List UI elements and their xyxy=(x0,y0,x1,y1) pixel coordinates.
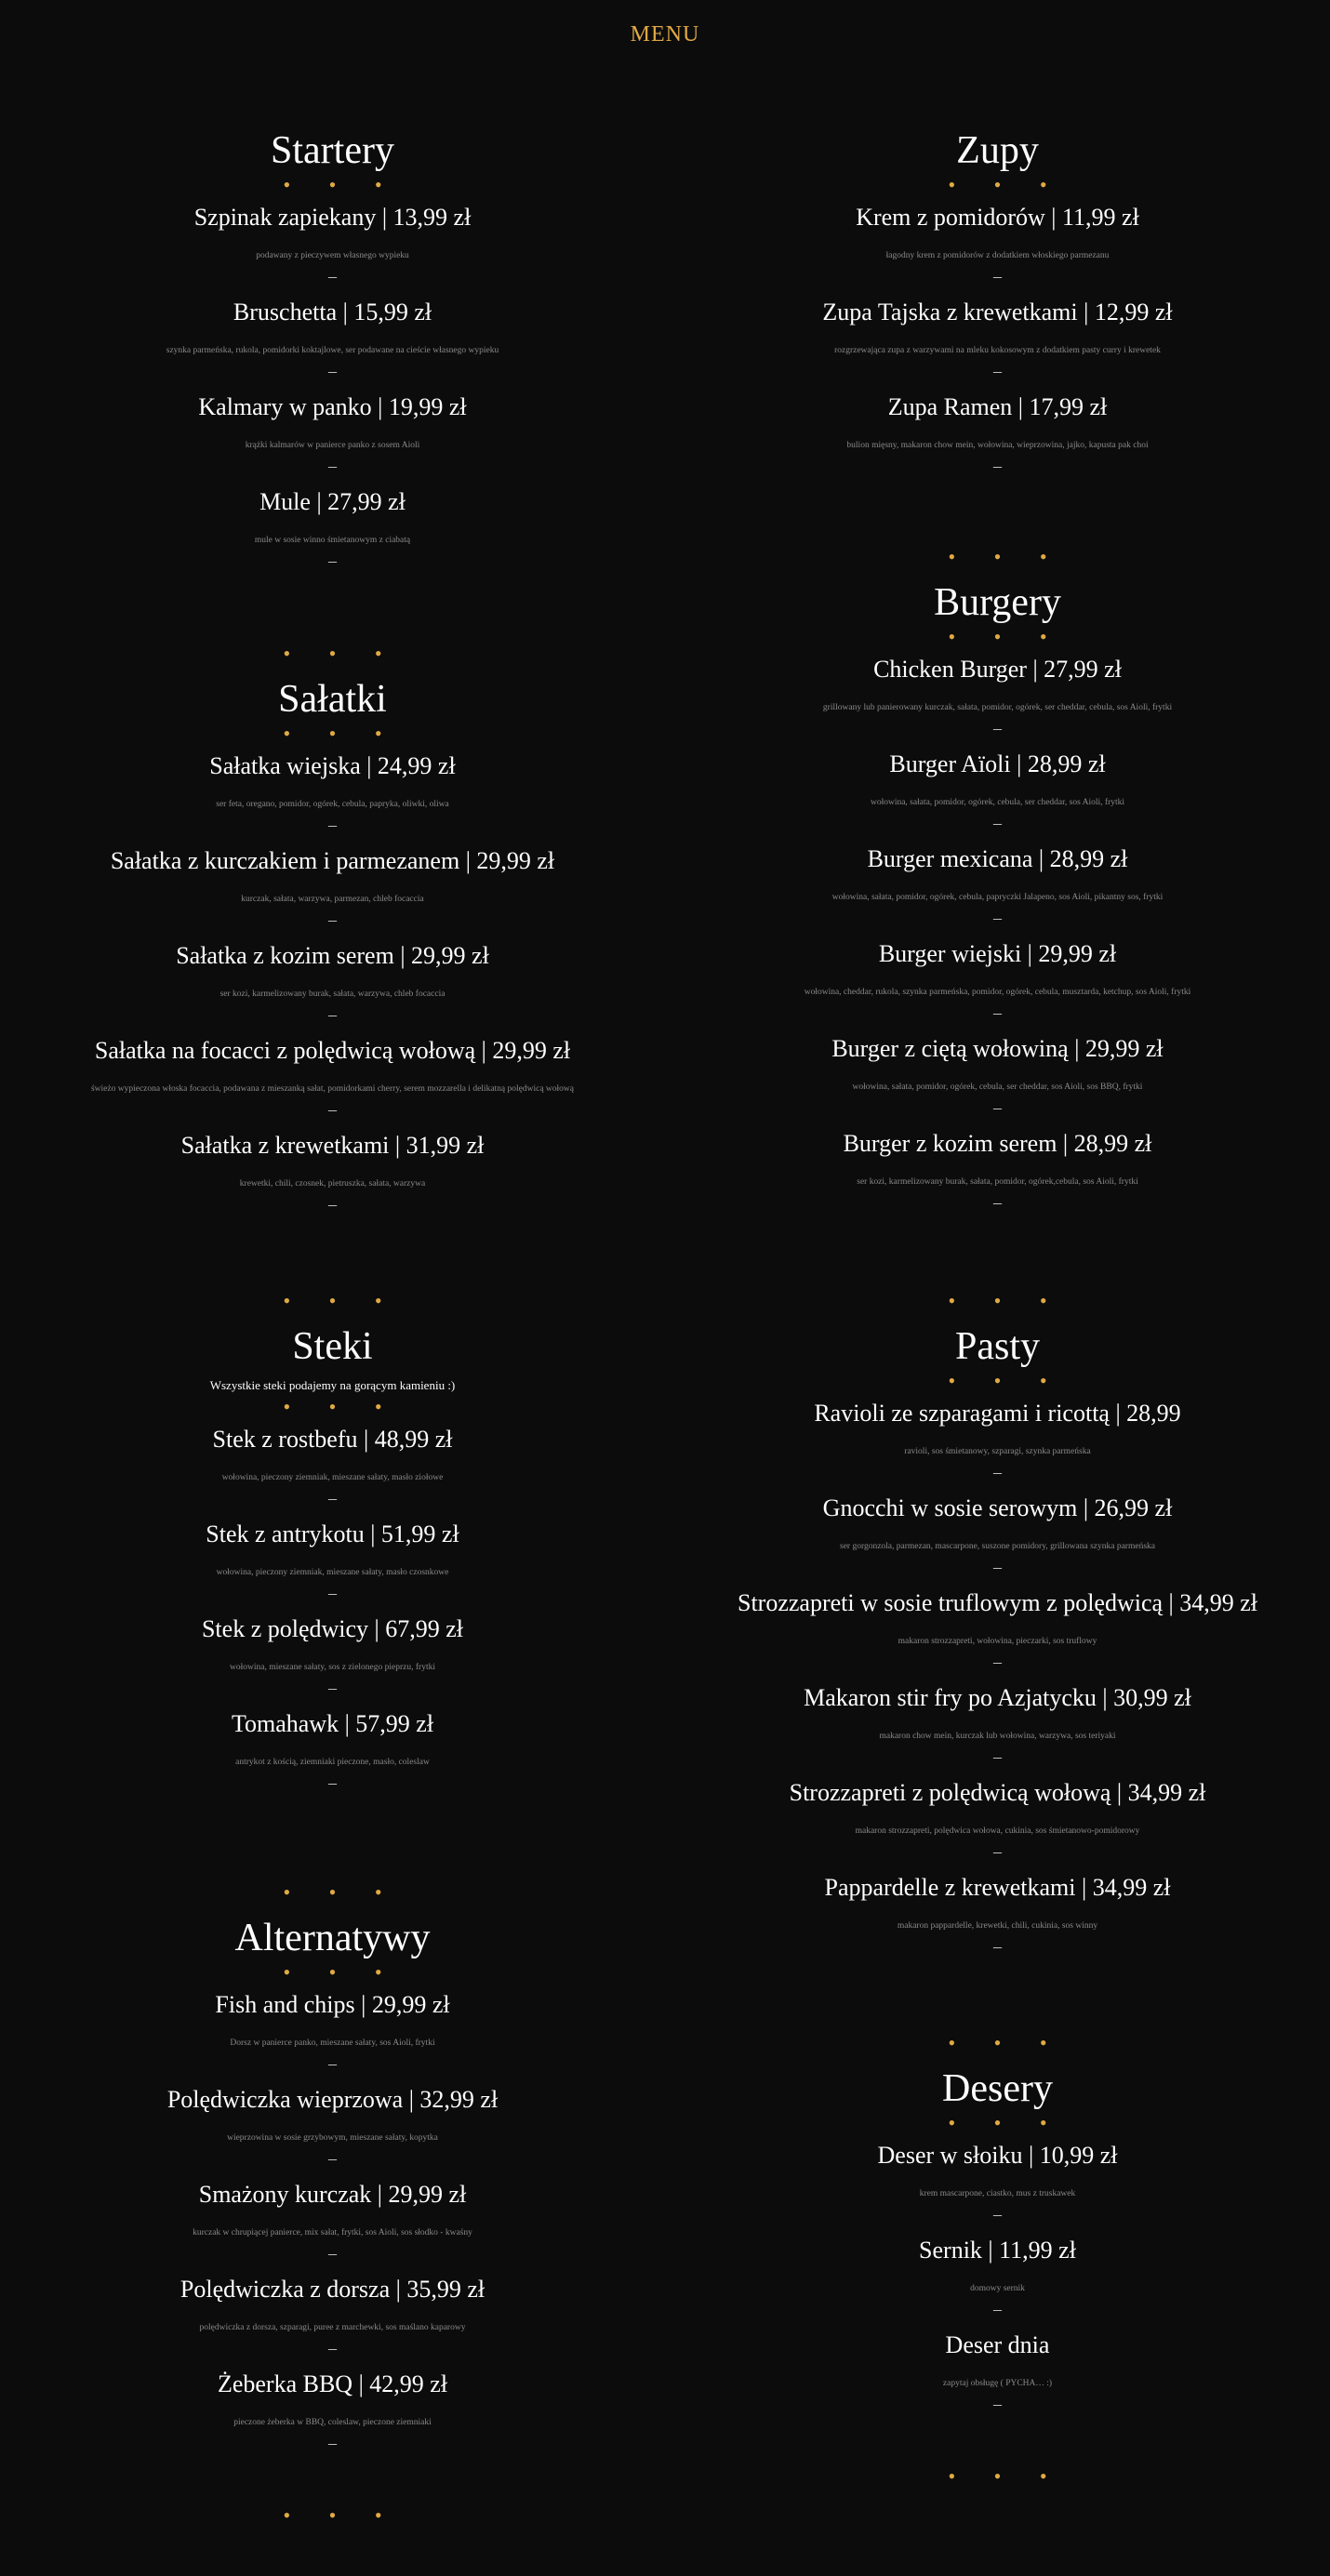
item-description: pieczone żeberka w BBQ, coleslaw, pieczone ziemniaki xyxy=(233,2418,432,2427)
menu-item xyxy=(665,1399,1330,1481)
section-divider-dots: • • • xyxy=(948,625,1064,648)
item-description: antrykot z kością, ziemniaki pieczone, masło, coleslaw xyxy=(235,1758,430,1767)
item-description: ser kozi, karmelizowany burak, sałata, pomidor, ogórek,cebula, sos Aioli, frytki xyxy=(857,1177,1138,1187)
menu-item xyxy=(0,392,665,474)
item-dash: – xyxy=(328,1584,337,1602)
item-description: kurczak, sałata, warzywa, parmezan, chleb focaccia xyxy=(241,895,424,904)
menu-item xyxy=(665,655,1330,737)
section-alternatywy xyxy=(0,1880,665,2528)
section-divider-dots: • • • xyxy=(283,1960,399,1984)
menu-item xyxy=(0,1990,665,2072)
item-dash: – xyxy=(328,1195,337,1214)
item-name: Gnocchi w sosie serowym | 26,99 zł xyxy=(822,1494,1173,1521)
menu-item xyxy=(665,1778,1330,1860)
menu-item xyxy=(0,1131,665,1213)
item-dash: – xyxy=(328,2054,337,2073)
menu-item xyxy=(0,941,665,1023)
section-divider-dots: • • • xyxy=(283,2503,399,2527)
item-name: Polędwiczka z dorsza | 35,99 zł xyxy=(180,2276,485,2303)
section-divider-dots: • • • xyxy=(283,173,399,196)
item-dash: – xyxy=(328,910,337,929)
item-name: Burger Aïoli | 28,99 zł xyxy=(889,750,1106,777)
menu-item xyxy=(665,1494,1330,1575)
section-divider-dots: • • • xyxy=(283,1289,399,1312)
item-description: grillowany lub panierowany kurczak, sałata, pomidor, ogórek, ser cheddar, cebula, sos Aioli, frytki xyxy=(822,703,1173,712)
item-name: Pappardelle z krewetkami | 34,99 zł xyxy=(824,1874,1171,1901)
section-divider-dots: • • • xyxy=(283,1880,399,1904)
menu-item xyxy=(665,392,1330,474)
item-dash: – xyxy=(993,814,1002,832)
item-description: szynka parmeńska, rukola, pomidorki koktajlowe, ser podawane na cieście własnego wypieku xyxy=(166,346,499,355)
item-name: Chicken Burger | 27,99 zł xyxy=(873,656,1122,683)
item-dash: – xyxy=(328,1100,337,1119)
menu-item xyxy=(665,2330,1330,2412)
section-salatki xyxy=(0,642,665,1213)
item-name: Polędwiczka wieprzowa | 32,99 zł xyxy=(166,2086,499,2113)
section-title: Desery xyxy=(942,2067,1053,2110)
item-dash: – xyxy=(993,1098,1002,1117)
item-name: Stek z antrykotu | 51,99 zł xyxy=(206,1520,459,1547)
item-name: Burger wiejski | 29,99 zł xyxy=(878,940,1117,967)
menu-item xyxy=(0,1036,665,1118)
item-name: Sernik | 11,99 zł xyxy=(919,2237,1076,2264)
item-description: wołowina, cheddar, rukola, szynka parmeńska, pomidor, ogórek, cebula, musztarda, ketchup, sos Aioli, frytki xyxy=(804,988,1191,997)
item-name: Szpinak zapiekany | 13,99 zł xyxy=(193,204,472,231)
item-name: Sałatka z kurczakiem i parmezanem | 29,99 zł xyxy=(110,847,555,874)
item-description: polędwiczka z dorsza, szparagi, puree z marchewki, sos maślano kaparowy xyxy=(199,2323,466,2332)
item-name: Mule | 27,99 zł xyxy=(259,488,406,515)
item-description: domowy sernik xyxy=(970,2284,1025,2293)
item-description: makaron strozzapreti, polędwica wołowa, cukinia, sos śmietanowo-pomidorowy xyxy=(855,1826,1140,1836)
item-name: Burger mexicana | 28,99 zł xyxy=(867,845,1128,872)
menu-item xyxy=(0,203,665,285)
item-dash: – xyxy=(328,457,337,475)
item-name: Burger z ciętą wołowiną | 29,99 zł xyxy=(831,1035,1164,1062)
item-description: kurczak w chrupiącej panierce, mix sałat, frytki, sos Aioli, sos słodko - kwaśny xyxy=(193,2228,472,2237)
item-name: Ravioli ze szparagami i ricottą | 28,99 xyxy=(814,1400,1181,1427)
item-dash: – xyxy=(993,1747,1002,1766)
item-name: Deser w słoiku | 10,99 zł xyxy=(877,2142,1118,2169)
menu-item xyxy=(665,1588,1330,1670)
item-description: świeżo wypieczona włoska focaccia, podawana z mieszanką sałat, pomidorkami cherry, serem mozzarella i delikatną polędwicą wołową xyxy=(90,1084,575,1094)
item-description: wołowina, sałata, pomidor, ogórek, cebula, ser cheddar, sos Aioli, frytki xyxy=(870,798,1125,807)
section-divider-dots: • • • xyxy=(948,1289,1064,1312)
item-dash: – xyxy=(993,909,1002,927)
item-description: bulion mięsny, makaron chow mein, wołowina, wieprzowina, jajko, kapusta pak choi xyxy=(846,441,1149,450)
menu-item xyxy=(665,1129,1330,1211)
section-divider-dots: • • • xyxy=(948,1369,1064,1392)
item-name: Deser dnia xyxy=(945,2331,1050,2358)
item-dash: – xyxy=(328,816,337,834)
menu-item xyxy=(665,750,1330,831)
menu-item xyxy=(0,2275,665,2357)
item-description: wołowina, pieczony ziemniak, mieszane sałaty, masło czosnkowe xyxy=(216,1568,449,1577)
item-description: wołowina, sałata, pomidor, ogórek, cebula, papryczki Jalapeno, sos Aioli, pikantny sos, frytki xyxy=(831,893,1164,902)
item-dash: – xyxy=(993,1558,1002,1576)
item-name: Kalmary w panko | 19,99 zł xyxy=(198,393,467,420)
item-dash: – xyxy=(993,1937,1002,1956)
item-name: Sałatka z kozim serem | 29,99 zł xyxy=(176,942,489,969)
item-description: ser kozi, karmelizowany burak, sałata, warzywa, chleb focaccia xyxy=(219,989,446,999)
menu-item xyxy=(665,1034,1330,1116)
section-divider-dots: • • • xyxy=(948,2111,1064,2134)
item-dash: – xyxy=(328,1005,337,1024)
section-divider-dots: • • • xyxy=(283,722,399,745)
menu-item xyxy=(0,487,665,569)
section-title: Burgery xyxy=(934,581,1061,624)
item-dash: – xyxy=(328,362,337,380)
item-dash: – xyxy=(993,2205,1002,2224)
item-dash: – xyxy=(993,719,1002,737)
section-title: Sałatki xyxy=(278,678,387,721)
section-zupy xyxy=(665,128,1330,474)
item-name: Burger z kozim serem | 28,99 zł xyxy=(843,1130,1152,1157)
item-name: Sałatka wiejska | 24,99 zł xyxy=(209,752,456,779)
section-divider-dots: • • • xyxy=(283,1395,399,1418)
menu-item xyxy=(665,844,1330,926)
item-dash: – xyxy=(328,267,337,285)
item-dash: – xyxy=(993,362,1002,380)
item-name: Makaron stir fry po Azjatycku | 30,99 zł xyxy=(804,1684,1191,1711)
menu-item xyxy=(665,2236,1330,2317)
item-description: podawany z pieczywem własnego wypieku xyxy=(256,251,409,260)
item-dash: – xyxy=(328,2244,337,2263)
section-title: Alternatywy xyxy=(234,1917,431,1959)
item-description: łagodny krem z pomidorów z dodatkiem włoskiego parmezanu xyxy=(885,251,1110,260)
menu-item xyxy=(0,751,665,833)
item-name: Bruschetta | 15,99 zł xyxy=(233,299,432,325)
item-name: Strozzapreti w sosie truflowym z polędwicą | 34,99 zł xyxy=(738,1589,1257,1616)
item-dash: – xyxy=(993,267,1002,285)
section-divider-dots: • • • xyxy=(948,173,1064,196)
section-title: Steki xyxy=(292,1325,373,1368)
menu-item xyxy=(0,1614,665,1696)
section-divider-dots: • • • xyxy=(948,545,1064,568)
menu-title: MENU xyxy=(630,22,700,46)
item-name: Żeberka BBQ | 42,99 zł xyxy=(217,2370,448,2397)
menu-item xyxy=(0,2180,665,2262)
item-description: krem mascarpone, ciastko, mus z truskawek xyxy=(919,2189,1076,2198)
section-divider-dots: • • • xyxy=(948,2464,1064,2488)
item-description: krewetki, chili, czosnek, pietruszka, sałata, warzywa xyxy=(239,1179,426,1188)
section-startery xyxy=(0,128,665,569)
menu-item xyxy=(665,298,1330,379)
item-description: wołowina, sałata, pomidor, ogórek, cebula, ser cheddar, sos Aioli, sos BBQ, frytki xyxy=(852,1082,1143,1092)
item-dash: – xyxy=(993,2300,1002,2318)
item-name: Fish and chips | 29,99 zł xyxy=(215,1991,450,2018)
section-divider-dots: • • • xyxy=(283,642,399,665)
item-dash: – xyxy=(993,2395,1002,2413)
section-desery xyxy=(665,2031,1330,2489)
menu-item xyxy=(665,1683,1330,1765)
item-name: Strozzapreti z polędwicą wołową | 34,99 zł xyxy=(789,1779,1206,1806)
item-name: Sałatka na focacci z polędwicą wołową | 29,99 zł xyxy=(94,1037,571,1064)
item-description: mule w sosie winno śmietanowym z ciabatą xyxy=(254,536,411,545)
menu-item xyxy=(0,2085,665,2167)
item-dash: – xyxy=(993,1003,1002,1022)
item-dash: – xyxy=(328,2339,337,2357)
item-name: Krem z pomidorów | 11,99 zł xyxy=(856,204,1139,231)
item-dash: – xyxy=(993,1653,1002,1671)
section-title: Startery xyxy=(271,129,394,172)
section-title: Pasty xyxy=(954,1325,1040,1368)
item-dash: – xyxy=(993,1842,1002,1861)
item-description: makaron pappardelle, krewetki, chili, cukinia, sos winny xyxy=(897,1921,1098,1931)
item-description: wołowina, mieszane sałaty, sos z zielonego pieprzu, frytki xyxy=(230,1663,435,1672)
item-dash: – xyxy=(328,1489,337,1507)
item-description: ser feta, oregano, pomidor, ogórek, cebula, papryka, oliwki, oliwa xyxy=(216,800,449,809)
item-description: rozgrzewająca zupa z warzywami na mleku kokosowym z dodatkiem pasty curry i krewetek xyxy=(834,346,1161,355)
item-description: Dorsz w panierce panko, mieszane sałaty, sos Aioli, frytki xyxy=(230,2038,435,2048)
item-dash: – xyxy=(993,1463,1002,1481)
item-description: makaron chow mein, kurczak lub wołowina, warzywa, sos teriyaki xyxy=(879,1732,1116,1741)
item-dash: – xyxy=(993,1193,1002,1212)
item-description: zapytaj obsługę ( PYCHA… :) xyxy=(942,2379,1053,2388)
section-pasty xyxy=(665,1289,1330,1955)
item-name: Smażony kurczak | 29,99 zł xyxy=(198,2181,467,2208)
item-name: Zupa Tajska z krewetkami | 12,99 zł xyxy=(822,299,1173,325)
item-description: krążki kalmarów w panierce panko z sosem Aioli xyxy=(245,441,420,450)
item-dash: – xyxy=(993,457,1002,475)
item-name: Tomahawk | 57,99 zł xyxy=(231,1710,434,1737)
menu-item xyxy=(665,939,1330,1021)
item-dash: – xyxy=(328,1679,337,1697)
section-note: Wszystkie steki podajemy na gorącym kamieniu :) xyxy=(209,1378,456,1392)
menu-item xyxy=(0,2370,665,2451)
item-name: Stek z rostbefu | 48,99 zł xyxy=(212,1426,453,1453)
item-dash: – xyxy=(328,2434,337,2452)
menu-item xyxy=(0,846,665,928)
item-name: Stek z polędwicy | 67,99 zł xyxy=(201,1615,464,1642)
menu-item xyxy=(0,298,665,379)
section-title: Zupy xyxy=(956,129,1039,172)
item-name: Zupa Ramen | 17,99 zł xyxy=(887,393,1108,420)
item-description: makaron strozzapreti, wołowina, pieczarki, sos truflowy xyxy=(898,1637,1097,1646)
menu-item xyxy=(665,203,1330,285)
item-dash: – xyxy=(328,2149,337,2168)
menu-item xyxy=(665,1873,1330,1955)
item-description: ravioli, sos śmietanowy, szparagi, szynka parmeńska xyxy=(904,1447,1091,1456)
menu-item xyxy=(665,2141,1330,2223)
item-dash: – xyxy=(328,1773,337,1792)
section-burgery xyxy=(665,545,1330,1211)
menu-item xyxy=(0,1709,665,1791)
item-name: Sałatka z krewetkami | 31,99 zł xyxy=(180,1132,485,1159)
item-description: wieprzowina w sosie grzybowym, mieszane sałaty, kopytka xyxy=(227,2133,438,2143)
menu-item xyxy=(0,1425,665,1507)
item-dash: – xyxy=(328,551,337,570)
section-divider-dots: • • • xyxy=(948,2031,1064,2054)
section-steki xyxy=(0,1289,665,1791)
menu-item xyxy=(0,1520,665,1601)
item-description: ser gorgonzola, parmezan, mascarpone, suszone pomidory, grillowana szynka parmeńska xyxy=(840,1542,1155,1551)
item-description: wołowina, pieczony ziemniak, mieszane sałaty, masło ziołowe xyxy=(221,1473,444,1482)
